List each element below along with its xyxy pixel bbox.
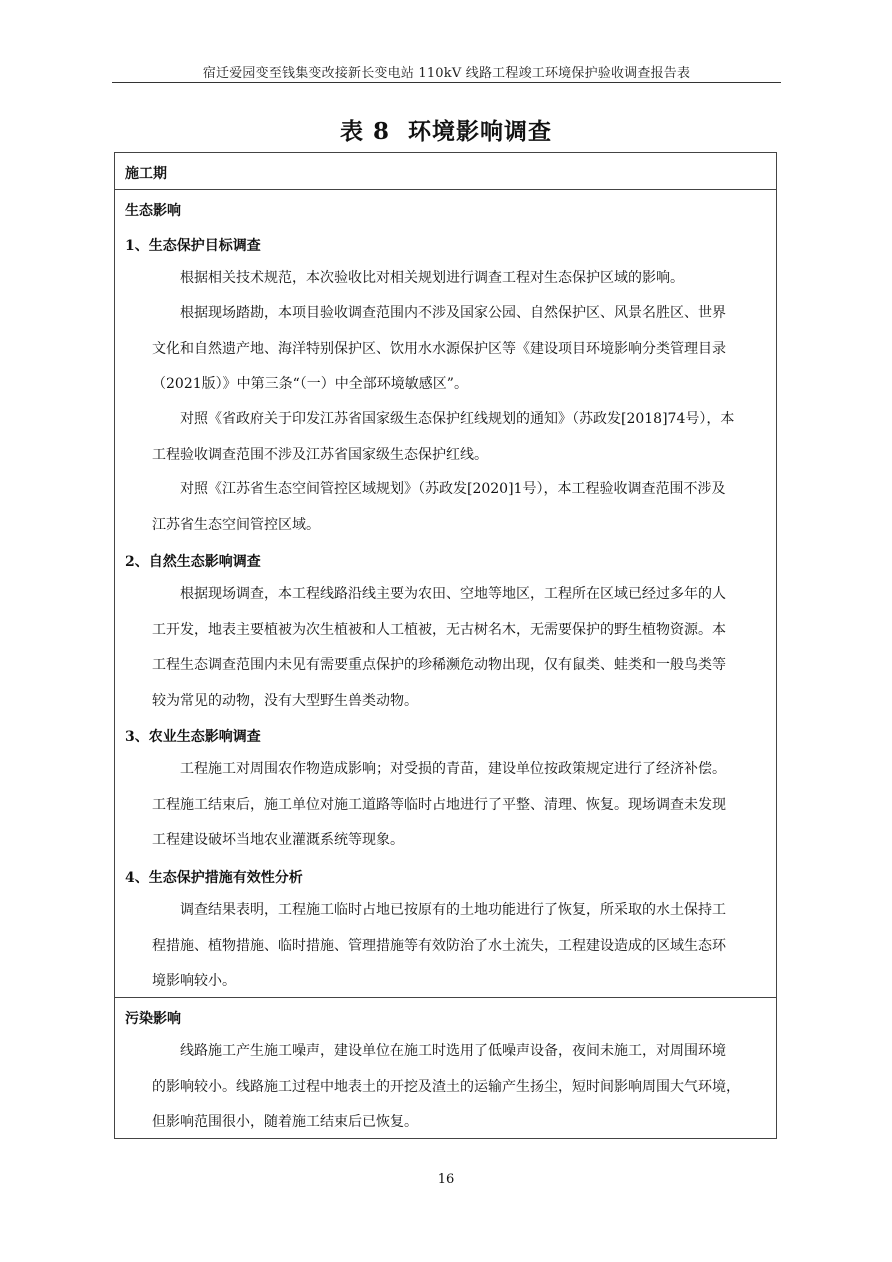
section-4-heading: 4、生态保护措施有效性分析 — [125, 870, 303, 886]
text-line: 但影响范围很小，随着施工结束后已恢复。 — [152, 1114, 418, 1130]
table-number: 表 8 — [339, 118, 390, 145]
section-1-paragraph-1 — [124, 261, 770, 297]
page-number: 16 — [437, 1172, 455, 1187]
pollution-impact-cell — [114, 997, 777, 1139]
text-line: 线路施工产生施工噪声，建设单位在施工时选用了低噪声设备，夜间未施工，对周围环境 — [180, 1043, 726, 1059]
text-line: 的影响较小。线路施工过程中地表土的开挖及渣土的运输产生扬尘，短时间影响周围大气环境， — [152, 1078, 740, 1095]
section-2-heading: 2、自然生态影响调查 — [125, 554, 261, 570]
table-title: 环境影响调查 — [408, 118, 552, 145]
section-3-heading: 3、农业生态影响调查 — [125, 729, 261, 745]
text-line: 根据现场踏勘，本项目验收调查范围内不涉及国家公园、自然保护区、风景名胜区、世界 — [180, 305, 726, 321]
pollution-impact-label: 污染影响 — [125, 1011, 181, 1027]
text-line: 根据现场调查，本工程线路沿线主要为农田、空地等地区，工程所在区域已经过多年的人 — [180, 586, 726, 602]
running-header: 宿迁爱园变至钱集变改接新长变电站 110kV 线路工程竣工环境保护验收调查报告表 — [202, 66, 691, 81]
text-line: 工程建设破坏当地农业灌溉系统等现象。 — [152, 832, 404, 848]
text-line: 对照《省政府关于印发江苏省国家级生态保护红线规划的通知》（苏政发[2018]74号），本 — [180, 411, 735, 427]
text-line: 较为常见的动物，没有大型野生兽类动物。 — [152, 692, 418, 709]
text-line: （2021版）》中第三条“（一）中全部环境敏感区”。 — [152, 376, 468, 392]
page-title — [0, 113, 892, 146]
text-line: 工程生态调查范围内未见有需要重点保护的珍稀濒危动物出现，仅有鼠类、蛙类和一般鸟类等 — [152, 657, 726, 673]
text-line: 工程施工对周围农作物造成影响；对受损的青苗，建设单位按政策规定进行了经济补偿。 — [180, 761, 726, 777]
ecology-impact-label: 生态影响 — [125, 203, 181, 219]
text-line: 境影响较小。 — [152, 973, 236, 989]
construction-period-row — [114, 152, 777, 190]
pollution-paragraph-1 — [124, 1034, 770, 1141]
section-1-heading: 1、生态保护目标调查 — [125, 238, 261, 254]
ecology-impact-cell — [114, 189, 777, 998]
section-1-paragraph-4 — [124, 472, 770, 543]
section-4-paragraph-1 — [124, 893, 770, 1000]
text-line: 工程验收调查范围不涉及江苏省国家级生态保护红线。 — [152, 446, 488, 463]
text-line: 工程施工结束后，施工单位对施工道路等临时占地进行了平整、清理、恢复。现场调查未发现 — [152, 796, 726, 813]
text-line: 调查结果表明，工程施工临时占地已按原有的土地功能进行了恢复，所采取的水土保持工 — [180, 902, 726, 918]
text-line: 文化和自然遗产地、海洋特别保护区、饮用水水源保护区等《建设项目环境影响分类管理目录 — [152, 340, 726, 357]
construction-period-label: 施工期 — [125, 166, 167, 182]
section-1-paragraph-2 — [124, 296, 770, 403]
section-1-paragraph-3 — [124, 402, 770, 473]
header-divider — [112, 82, 781, 83]
text-line: 程措施、植物措施、临时措施、管理措施等有效防治了水土流失，工程建设造成的区域生态环 — [152, 937, 726, 954]
text-line: 江苏省生态空间管控区域。 — [152, 516, 320, 533]
text-line: 工开发，地表主要植被为次生植被和人工植被，无古树名木，无需要保护的野生植物资源。本 — [152, 621, 726, 638]
section-3-paragraph-1 — [124, 752, 770, 859]
text-line: 根据相关技术规范，本次验收比对相关规划进行调查工程对生态保护区域的影响。 — [180, 270, 684, 286]
text-line: 对照《江苏省生态空间管控区域规划》（苏政发[2020]1号），本工程验收调查范围不涉及 — [180, 481, 726, 497]
section-2-paragraph-1 — [124, 577, 770, 719]
